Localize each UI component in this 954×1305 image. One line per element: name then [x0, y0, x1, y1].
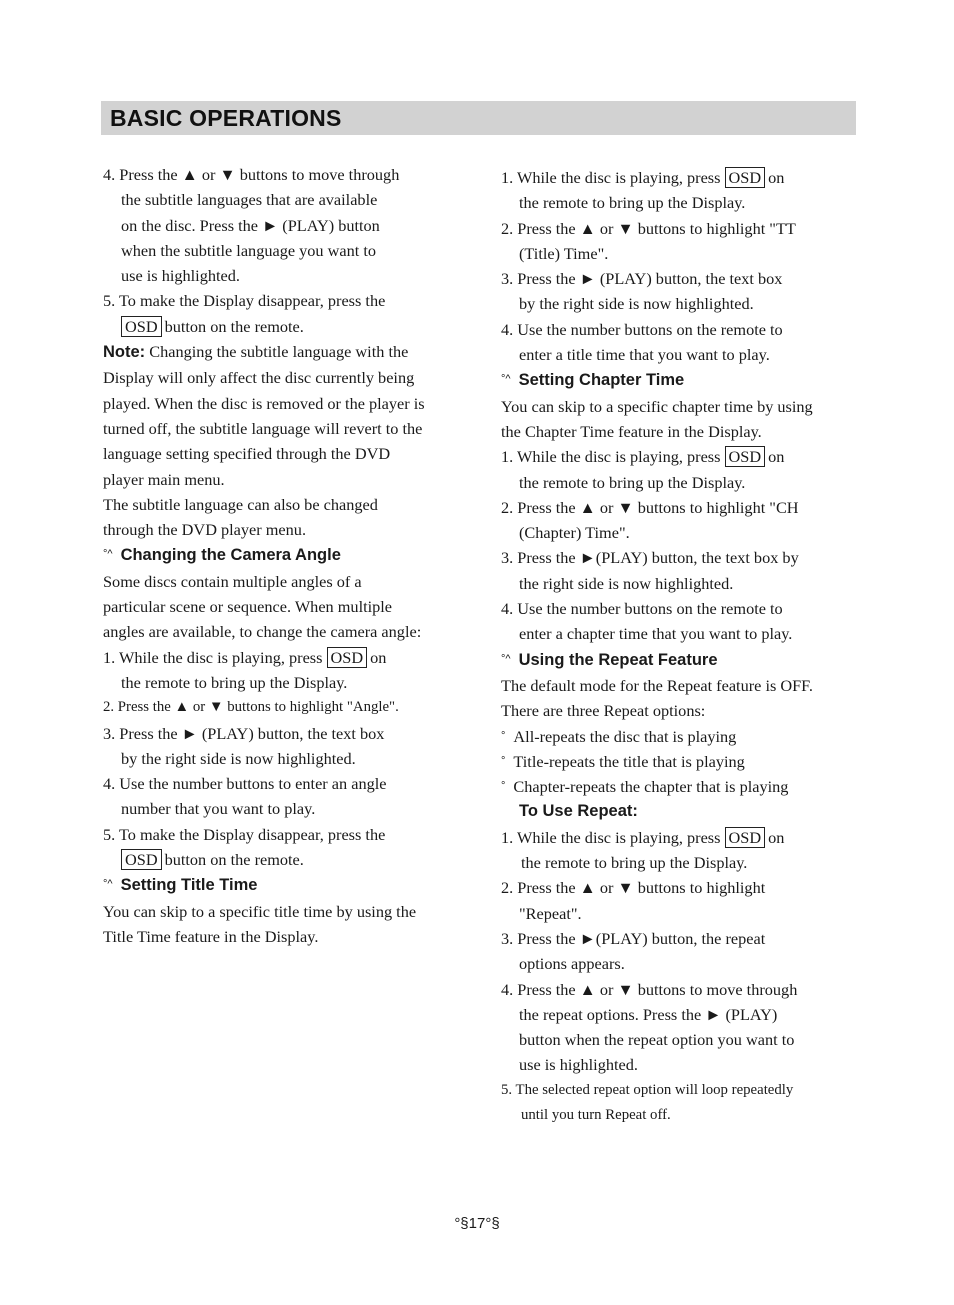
- text-line: until you turn Repeat off.: [521, 1106, 671, 1123]
- text-line: the remote to bring up the Display.: [521, 853, 748, 873]
- heading-marker-icon: °^: [103, 878, 113, 891]
- right-column: [501, 165, 861, 1128]
- heading-marker-icon: °^: [103, 548, 113, 561]
- text-line: the Chapter Time feature in the Display.: [501, 421, 762, 441]
- text-line: enter a chapter time that you want to play.: [519, 624, 793, 644]
- text-line: use is highlighted.: [519, 1055, 638, 1075]
- text-line: the right side is now highlighted.: [519, 573, 734, 593]
- osd-button-label: OSD: [327, 647, 368, 668]
- section-header-bar: [101, 101, 856, 135]
- text-line: 4. Press the ▲ or ▼ buttons to move through: [501, 979, 798, 999]
- text-line: Title Time feature in the Display.: [103, 926, 319, 946]
- text-line: 2. Press the ▲ or ▼ buttons to highlight "TT: [501, 218, 796, 238]
- left-column: [103, 162, 468, 949]
- text-line: 5. The selected repeat option will loop repeatedly: [501, 1081, 794, 1098]
- text-line: 4. Use the number buttons on the remote to: [501, 599, 783, 619]
- text-line: 3. Press the ► (PLAY) button, the text box: [501, 269, 783, 289]
- text-line: through the DVD player menu.: [103, 520, 307, 540]
- text-line: 5. To make the Display disappear, press the: [103, 824, 386, 844]
- text-line: 1. While the disc is playing, press OSD on: [501, 168, 785, 187]
- bullet-icon: °: [501, 780, 506, 793]
- text-line: 1. While the disc is playing, press OSD on: [501, 827, 785, 847]
- section-title: BASIC OPERATIONS: [110, 105, 342, 131]
- text-line: angles are available, to change the camera angle:: [103, 622, 422, 642]
- text-line: the remote to bring up the Display.: [519, 472, 746, 492]
- page-number: °§17°§: [454, 1215, 500, 1232]
- text-line: options appears.: [519, 954, 625, 974]
- text-line: 1. While the disc is playing, press OSD on: [103, 647, 387, 667]
- heading-marker-icon: °^: [501, 373, 511, 386]
- text-line: OSD button on the remote.: [103, 847, 468, 872]
- text-line: 2. Press the ▲ or ▼ buttons to highlight "Angle".: [103, 699, 399, 716]
- text-line: 3. Press the ►(PLAY) button, the repeat: [501, 928, 766, 948]
- text-line: 1. While the disc is playing, press OSD on: [501, 447, 785, 467]
- text-line: 3. Press the ►(PLAY) button, the text box by: [501, 548, 799, 568]
- text-line: when the subtitle language you want to: [121, 240, 377, 260]
- note-label: Note:: [103, 343, 146, 362]
- text-line: the remote to bring up the Display.: [519, 193, 746, 213]
- text-line: 4. Use the number buttons to enter an angle: [103, 774, 387, 794]
- text-line: 3. Press the ► (PLAY) button, the text box: [103, 723, 385, 743]
- text-line: "Repeat".: [519, 903, 582, 923]
- text-line: Some discs contain multiple angles of a: [103, 571, 362, 591]
- text-line: the repeat options. Press the ► (PLAY): [519, 1004, 778, 1024]
- text-line: on the disc. Press the ► (PLAY) button: [121, 215, 380, 235]
- text-line: particular scene or sequence. When multiple: [103, 597, 393, 617]
- repeat-option-item: ° All-repeats the disc that is playing: [501, 726, 737, 746]
- repeat-option-item: ° Title-repeats the title that is playing: [501, 751, 745, 771]
- text-line: There are three Repeat options:: [501, 701, 706, 721]
- text-line: number that you want to play.: [121, 799, 316, 819]
- text-line: turned off, the subtitle language will revert to the: [103, 418, 423, 438]
- subheading-chapter-time: °^ Setting Chapter Time: [501, 371, 685, 390]
- text-line: The default mode for the Repeat feature is OFF.: [501, 675, 814, 695]
- text-line: You can skip to a specific chapter time by using: [501, 396, 813, 416]
- text-line: played. When the disc is removed or the player is: [103, 393, 425, 413]
- text-line: (Title) Time".: [519, 243, 609, 263]
- subheading-repeat-feature: °^ Using the Repeat Feature: [501, 650, 718, 669]
- text-line: language setting specified through the DVD: [103, 444, 391, 464]
- text-line: OSD button on the remote.: [103, 314, 468, 339]
- text-line: 2. Press the ▲ or ▼ buttons to highlight "CH: [501, 497, 799, 517]
- osd-button-label: OSD: [725, 827, 766, 848]
- heading-marker-icon: °^: [501, 652, 511, 665]
- text-line: by the right side is now highlighted.: [519, 294, 754, 314]
- text-line: button when the repeat option you want to: [519, 1030, 795, 1050]
- repeat-option-item: ° Chapter-repeats the chapter that is playing: [501, 777, 789, 797]
- osd-button-label: OSD: [725, 167, 766, 188]
- subheading-to-use-repeat: To Use Repeat:: [519, 802, 638, 821]
- text-line: (Chapter) Time".: [519, 523, 630, 543]
- bullet-icon: °: [501, 729, 506, 742]
- text-line: by the right side is now highlighted.: [121, 748, 356, 768]
- text-line: Display will only affect the disc currently being: [103, 368, 415, 388]
- text-line: 4. Use the number buttons on the remote to: [501, 319, 783, 339]
- text-line: the remote to bring up the Display.: [121, 672, 348, 692]
- text-line: player main menu.: [103, 469, 225, 489]
- osd-button-label: OSD: [121, 849, 162, 870]
- text-line: You can skip to a specific title time by using the: [103, 901, 417, 921]
- text-line: use is highlighted.: [121, 266, 240, 286]
- text-line: 2. Press the ▲ or ▼ buttons to highlight: [501, 878, 766, 898]
- note-line: Note: Changing the subtitle language with the: [103, 342, 409, 362]
- text-line: 4. Press the ▲ or ▼ buttons to move through: [103, 165, 400, 184]
- bullet-icon: °: [501, 754, 506, 767]
- subheading-camera-angle: °^ Changing the Camera Angle: [103, 546, 341, 565]
- text-line: the subtitle languages that are available: [121, 190, 378, 210]
- text-line: The subtitle language can also be changed: [103, 494, 378, 514]
- osd-button-label: OSD: [121, 316, 162, 337]
- text-line: enter a title time that you want to play.: [519, 345, 770, 365]
- subheading-title-time: °^ Setting Title Time: [103, 876, 258, 895]
- text-line: 5. To make the Display disappear, press the: [103, 291, 386, 311]
- osd-button-label: OSD: [725, 446, 766, 467]
